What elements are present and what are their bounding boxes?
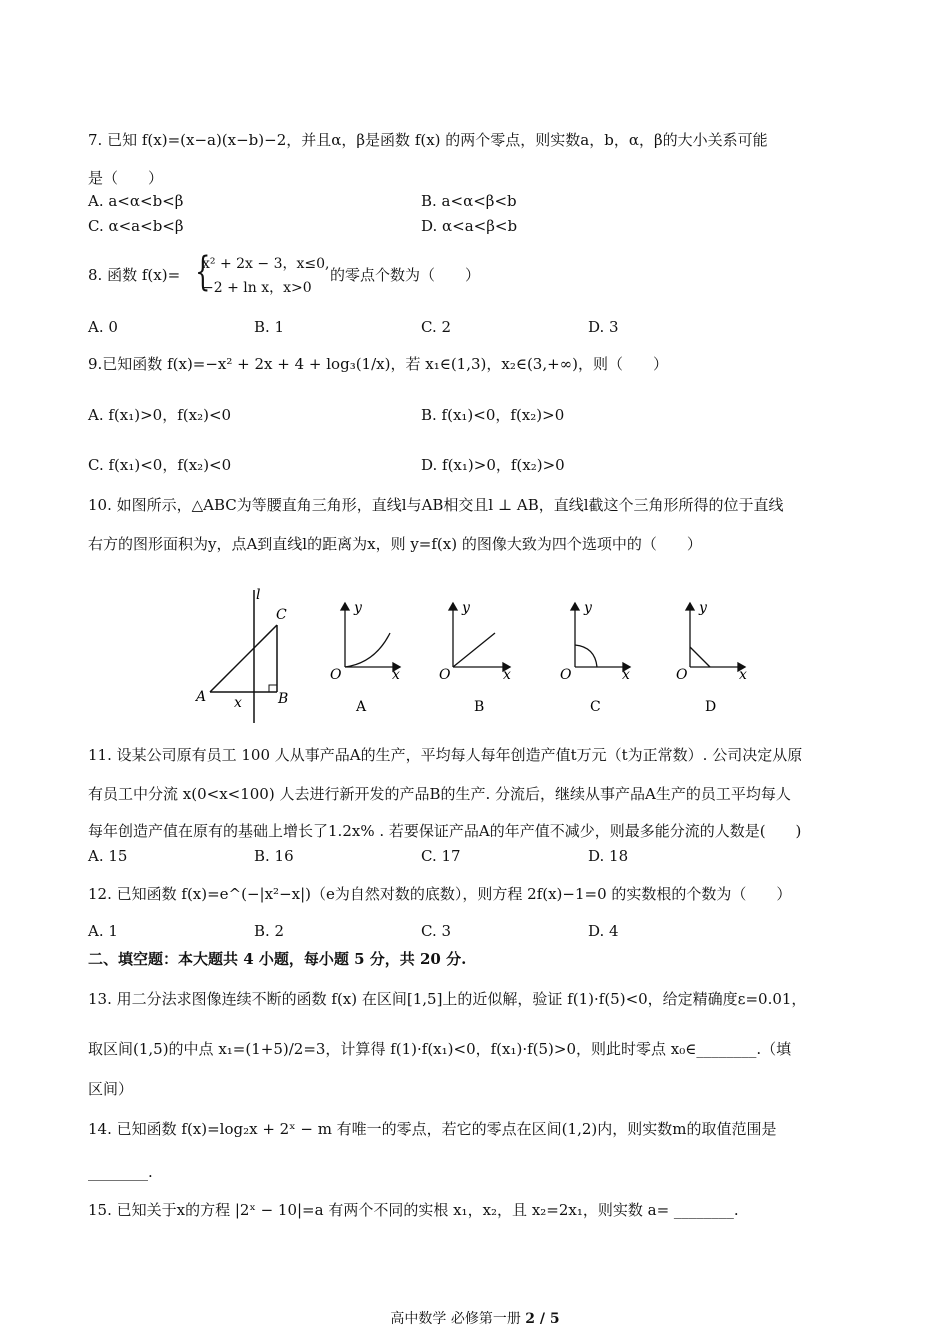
graph-d-x: x <box>739 667 747 683</box>
q7-stem-cont: 是（ ） <box>88 169 164 187</box>
q10-line-1: 10. 如图所示，△ABC为等腰直角三角形，直线l与AB相交且l ⊥ AB，直线l截这个三角形所得的位于直线 <box>88 496 784 514</box>
q11-line-2: 有员工中分流 x(0<x<100) 人去进行新开发的产品B的生产. 分流后，继续从事产品A生产的员工平均每人 <box>88 785 791 803</box>
q13-line-3: 区间） <box>88 1080 134 1098</box>
q7-option-d: D. α<a<β<b <box>421 217 518 235</box>
q8-suffix: 的零点个数为（ ） <box>330 266 481 284</box>
q9-option-c: C. f(x₁)<0，f(x₂)<0 <box>88 456 232 474</box>
q8-option-d: D. 3 <box>588 318 619 336</box>
q14-line-1: 14. 已知函数 f(x)=log₂x + 2ˣ − m 有唯一的零点，若它的零点在区间(1,2)内，则实数m的取值范围是 <box>88 1120 777 1138</box>
graph-b-x: x <box>503 667 511 683</box>
q8-piece-2: −2 + ln x，x>0 <box>202 280 312 296</box>
q9-option-a: A. f(x₁)>0，f(x₂)<0 <box>88 406 232 424</box>
q9-option-b: B. f(x₁)<0，f(x₂)>0 <box>421 406 565 424</box>
q8-piece-1: x² + 2x − 3，x≤0, <box>202 256 330 272</box>
q10-line-2: 右方的图形面积为y，点A到直线l的距离为x，则 y=f(x) 的图像大致为四个选项中的（ ） <box>88 535 702 553</box>
graph-d <box>686 603 745 671</box>
q11-line-3: 每年创造产值在原有的基础上增长了1.2x% . 若要保证产品A的年产值不减少，则最多能分流的人数是( ) <box>88 822 802 840</box>
footer-text: 高中数学 必修第一册 <box>390 1311 526 1327</box>
q8-prefix: 8. 函数 f(x)= <box>88 266 181 284</box>
graph-a-y: y <box>354 600 362 616</box>
right-angle-mark <box>269 685 277 692</box>
label-c: C <box>276 607 287 623</box>
q11-line-1: 11. 设某公司原有员工 100 人从事产品A的生产，平均每人每年创造产值t万元（t为正常数）. 公司决定从原 <box>88 746 803 764</box>
q9-stem: 9.已知函数 f(x)=−x² + 2x + 4 + log₃(1/x)，若 x₁∈(1,3)，x₂∈(3,+∞)，则（ ） <box>88 355 669 373</box>
label-b: B <box>278 691 289 707</box>
q12-option-a: A. 1 <box>88 922 118 940</box>
graph-b-label: B <box>474 699 485 715</box>
graph-d-y: y <box>699 600 707 616</box>
q12-option-c: C. 3 <box>421 922 452 940</box>
graph-c-y: y <box>584 600 592 616</box>
graph-b-origin: O <box>439 667 451 683</box>
q7-option-b: B. a<α<β<b <box>421 192 517 210</box>
q8-option-b: B. 1 <box>254 318 285 336</box>
page-number: 2 / 5 <box>525 1311 560 1327</box>
q7-stem: 7. 已知 f(x)=(x−a)(x−b)−2，并且α，β是函数 f(x) 的两个零点，则实数a，b，α，β的大小关系可能 <box>88 131 768 149</box>
graph-b-y: y <box>462 600 470 616</box>
graph-a-origin: O <box>330 667 342 683</box>
graph-c-label: C <box>590 699 601 715</box>
section-2-heading: 二、填空题：本大题共 4 小题，每小题 5 分，共 20 分. <box>88 950 467 968</box>
q8-brace: { <box>195 249 211 295</box>
label-x: x <box>234 695 242 711</box>
graph-d-label: D <box>705 699 717 715</box>
graph-a-x: x <box>392 667 400 683</box>
q11-option-d: D. 18 <box>588 847 629 865</box>
q7-option-c: C. α<a<b<β <box>88 217 184 235</box>
triangle-diagram <box>210 590 277 723</box>
graph-b <box>449 603 510 671</box>
page-footer <box>0 1308 950 1328</box>
q7-option-a: A. a<α<b<β <box>88 192 184 210</box>
graph-c <box>571 603 630 671</box>
graph-a <box>341 603 400 671</box>
q11-option-a: A. 15 <box>88 847 128 865</box>
q8-option-a: A. 0 <box>88 318 118 336</box>
q12-stem: 12. 已知函数 f(x)=e^(−|x²−x|)（e为自然对数的底数），则方程 2f(x)−1=0 的实数根的个数为（ ） <box>88 885 792 903</box>
label-l: l <box>256 587 261 603</box>
graph-a-label: A <box>356 699 367 715</box>
q8-option-c: C. 2 <box>421 318 452 336</box>
graph-d-origin: O <box>676 667 688 683</box>
q10-figure <box>190 585 770 725</box>
q14-line-2: ________. <box>88 1163 153 1181</box>
q9-option-d: D. f(x₁)>0，f(x₂)>0 <box>421 456 565 474</box>
q11-option-b: B. 16 <box>254 847 294 865</box>
q10-figure-svg <box>190 585 770 725</box>
q11-option-c: C. 17 <box>421 847 461 865</box>
q15-stem: 15. 已知关于x的方程 |2ˣ − 10|=a 有两个不同的实根 x₁，x₂，且 x₂=2x₁，则实数 a= ________. <box>88 1201 739 1219</box>
side-ac <box>210 625 277 692</box>
q13-line-2: 取区间(1,5)的中点 x₁=(1+5)/2=3，计算得 f(1)·f(x₁)<0，f(x₁)·f(5)>0，则此时零点 x₀∈________.（填 <box>88 1040 792 1058</box>
q13-line-1: 13. 用二分法求图像连续不断的函数 f(x) 在区间[1,5]上的近似解，验证 f(1)·f(5)<0，给定精确度ε=0.01， <box>88 990 807 1008</box>
graph-c-x: x <box>622 667 630 683</box>
graph-c-origin: O <box>560 667 572 683</box>
label-a: A <box>196 689 207 705</box>
q12-option-d: D. 4 <box>588 922 619 940</box>
q12-option-b: B. 2 <box>254 922 285 940</box>
